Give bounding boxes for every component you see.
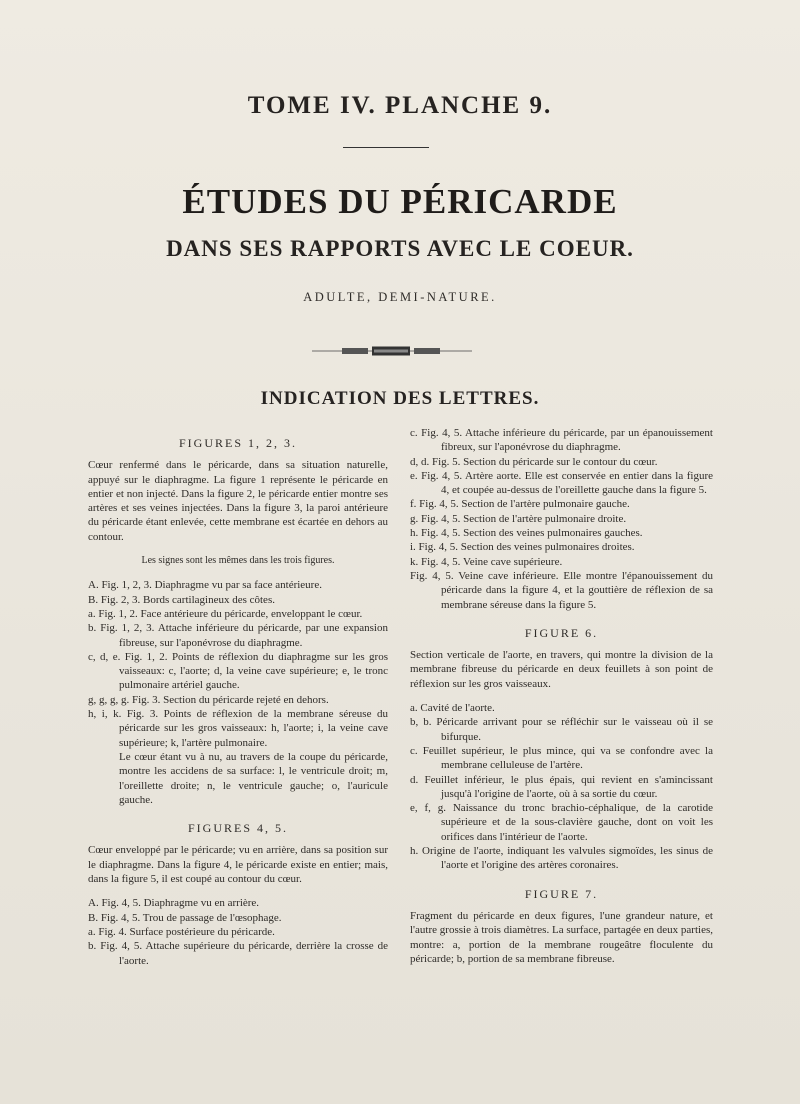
divider-rule <box>343 147 429 148</box>
legend-entry: e, f, g. Naissance du tronc brachio-céphalique, de la carotide supérieure et de la sous-clavière gauche, dont on voit les orifices dans l'intérieur de l'aorte. <box>410 802 713 843</box>
legend-entry: B. Fig. 4, 5. Trou de passage de l'œsophage. <box>88 911 282 924</box>
legend-entry: Fig. 4, 5. Veine cave inférieure. Elle montre l'épanouissement du péricarde dans la figure 4, et la gouttière de réflexion de sa membrane séreuse dans la figure 5. <box>410 569 713 611</box>
legend-entry: k. Fig. 4, 5. Veine cave supérieure. <box>410 555 563 568</box>
figure-note: Les signes sont les mêmes dans les trois figures. <box>141 555 335 567</box>
legend-entry: B. Fig. 2, 3. Bords cartilagineux des côtes. <box>88 593 275 606</box>
figure-heading: FIGURES 1, 2, 3. <box>178 436 297 450</box>
figure-description: Fragment du péricarde en deux figures, l'une grandeur nature, et l'autre grossie à trois diamètres. La surface, partagée en deux parties, montre: a, portion de la membrane rougeâtre floculente du péricarde; b, portion de sa membrane fibreuse. <box>410 909 713 965</box>
legend-entry: c, d, e. Fig. 1, 2. Points de réflexion du diaphragme sur les gros vaisseaux: c, l'aorte; d, la veine cave supérieure; e, le tronc pulmonaire artériel gauche. <box>88 650 388 692</box>
legend-entry: b. Fig. 4, 5. Attache supérieure du péricarde, derrière la crosse de l'aorte. <box>88 940 388 967</box>
figure-heading: FIGURE 6. <box>524 625 599 640</box>
figure-description: Cœur enveloppé par le péricarde; vu en arrière, dans sa position sur le diaphragme. Dans la figure 4, le péricarde existe en entier; mais, dans la figure 5, il est coupé au contour du cœur. <box>88 844 388 886</box>
tome-heading: TOME IV. PLANCHE 9. <box>247 92 553 119</box>
legend-entry: b. Fig. 1, 2, 3. Attache inférieure du péricarde, par une expansion fibreuse, sur l'aponévrose du diaphragme. <box>88 622 388 649</box>
legend-entry: g, g, g, g. Fig. 3. Section du péricarde rejeté en dehors. <box>88 693 329 706</box>
figure-description: Cœur renfermé dans le péricarde, dans sa situation naturelle, appuyé sur le diaphragme. La figure 1 représente le péricarde en entier et non injecté. Dans la figure 2, le péricarde entier montre ses artères et ses veines injectées. Dans la figure 3, la paroi antérieure du péricarde étant enlevée, cette membrane est écartée en dehors au contour. <box>88 459 388 543</box>
scale-note: ADULTE, DEMI-NATURE. <box>303 290 497 304</box>
figure-description: Section verticale de l'aorte, en travers, qui montre la division de la membrane fibreuse du péricarde en deux feuillets à son point de réflexion sur les gros vaisseaux. <box>410 649 713 690</box>
figure-heading: FIGURE 7. <box>524 886 599 901</box>
page-subtitle: DANS SES RAPPORTS AVEC LE COEUR. <box>166 236 634 261</box>
legend-entry: c. Fig. 4, 5. Attache inférieure du péricarde, par un épanouissement fibreux, sur l'aponévrose du diaphragme. <box>410 427 713 454</box>
legend-entry: a. Fig. 4. Surface postérieure du péricarde. <box>88 925 275 938</box>
left-column <box>88 436 388 968</box>
figure-heading: FIGURES 4, 5. <box>187 821 288 836</box>
legend-entry: e. Fig. 4, 5. Artère aorte. Elle est conservée en entier dans la figure 4, et coupée au-dessus de l'oreillette gauche dans la figure 5. <box>410 469 713 497</box>
page-title: ÉTUDES DU PÉRICARDE <box>182 182 618 221</box>
section-heading: INDICATION DES LETTRES. <box>260 388 540 409</box>
legend-entry: A. Fig. 4, 5. Diaphragme vu en arrière. <box>88 897 260 910</box>
legend-entry: a. Fig. 1, 2. Face antérieure du péricarde, enveloppant le cœur. <box>88 607 363 620</box>
legend-entry: h. Fig. 4, 5. Section des veines pulmonaires gauches. <box>410 527 643 540</box>
legend-entry: f. Fig. 4, 5. Section de l'artère pulmonaire gauche. <box>410 498 630 511</box>
legend-entry: i. Fig. 4, 5. Section des veines pulmonaires droites. <box>410 541 635 554</box>
ornament-divider <box>312 345 472 357</box>
legend-entry: b, b. Péricarde arrivant pour se réfléchir sur le vaisseau où il se bifurque. <box>410 716 713 743</box>
legend-continuation: Le cœur étant vu à nu, au travers de la coupe du péricarde, montre les accidens de sa surface: l, le ventricule droit; m, l'oreillette droite; n, le ventricule gauche; o, l'auricule gauche. <box>119 750 388 806</box>
legend-entry: g. Fig. 4, 5. Section de l'artère pulmonaire droite. <box>410 512 627 525</box>
right-column <box>410 426 713 976</box>
legend-entry: d, d. Fig. 5. Section du péricarde sur le contour du cœur. <box>410 455 658 468</box>
legend-entry: d. Feuillet inférieur, le plus épais, qui revient en s'amincissant jusqu'à l'origine de l'aorte, où à sa sortie du cœur. <box>410 773 713 800</box>
legend-entry: h, i, k. Fig. 3. Points de réflexion de la membrane séreuse du péricarde sur les gros vaisseaux: h, l'aorte; i, la veine cave supérieure; k, l'artère pulmonaire. <box>88 708 388 749</box>
legend-entry: a. Cavité de l'aorte. <box>410 702 495 715</box>
legend-entry: h. Origine de l'aorte, indiquant les valvules sigmoïdes, les sinus de l'aorte et l'origine des artères coronaires. <box>410 845 713 872</box>
legend-entry: A. Fig. 1, 2, 3. Diaphragme vu par sa face antérieure. <box>88 579 322 592</box>
legend-entry: c. Feuillet supérieur, le plus mince, qui va se confondre avec la membrane celluleuse de l'artère. <box>410 744 713 772</box>
